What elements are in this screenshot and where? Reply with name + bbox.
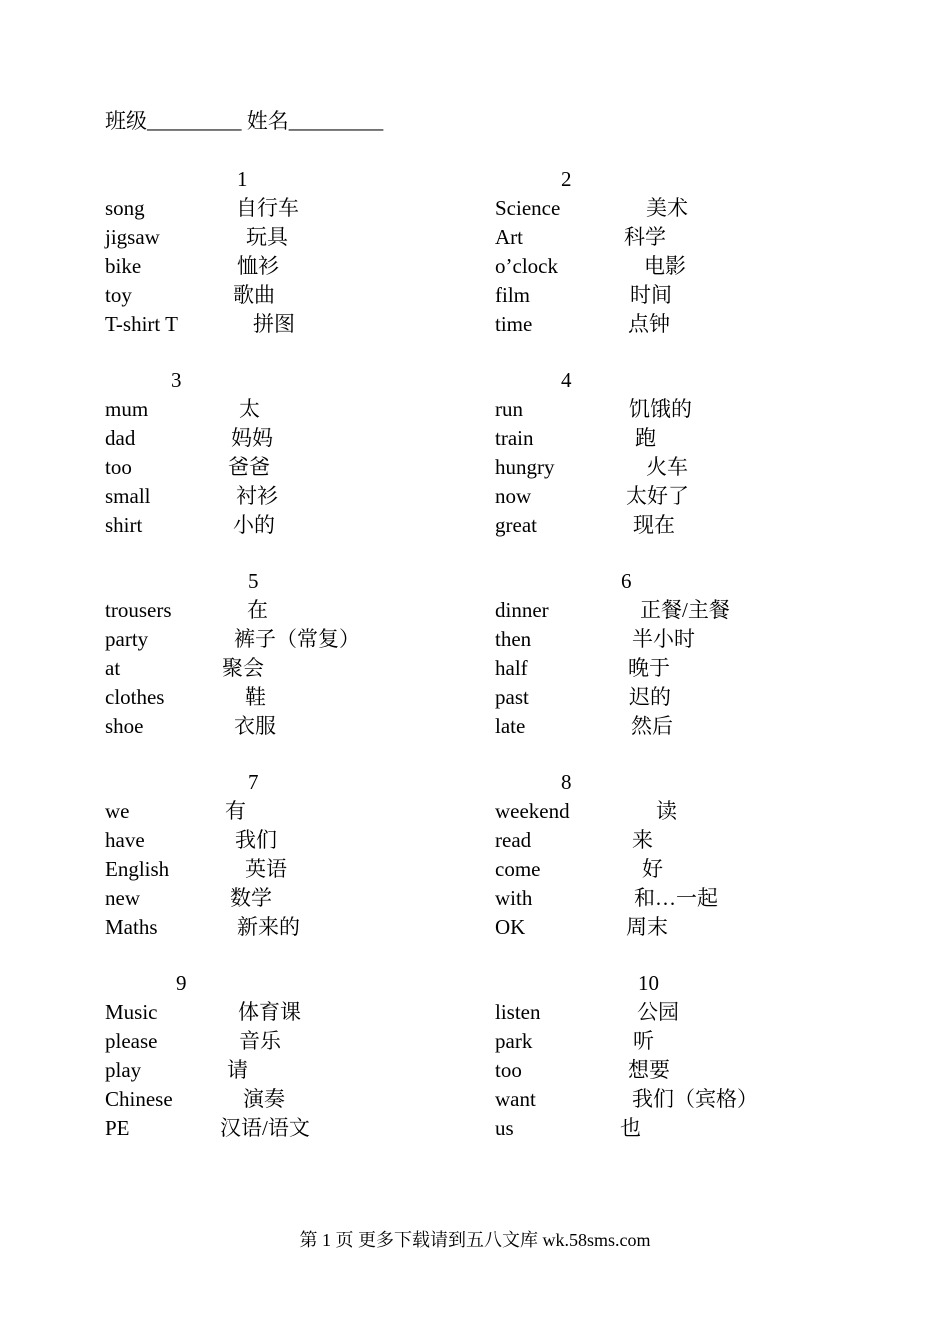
english-word: jigsaw (105, 225, 160, 249)
english-word: PE (105, 1116, 130, 1140)
match-row (495, 884, 935, 913)
english-word: great (495, 513, 537, 537)
english-word: mum (105, 397, 149, 421)
match-row (105, 913, 545, 942)
block-number: 4 (561, 368, 572, 392)
match-row (105, 1056, 545, 1085)
match-row (495, 1114, 935, 1143)
name-blank: _________ (288, 109, 384, 133)
english-word: read (495, 828, 532, 852)
english-word: new (105, 886, 140, 910)
english-word: us (495, 1116, 514, 1140)
english-word: too (105, 455, 132, 479)
english-word: play (105, 1058, 142, 1082)
chinese-meaning: 我们 (235, 828, 277, 852)
english-word: now (495, 484, 532, 508)
english-word: song (105, 196, 145, 220)
match-row (495, 1085, 935, 1114)
english-word: T-shirt T (105, 312, 178, 336)
page-footer: 第 1 页 更多下载请到五八文库 wk.58sms.com (299, 1230, 651, 1250)
english-word: small (105, 484, 151, 508)
match-row (105, 683, 545, 712)
match-row (105, 252, 545, 281)
english-word: trousers (105, 598, 172, 622)
english-word: OK (495, 915, 526, 939)
english-word: shoe (105, 714, 144, 738)
chinese-meaning: 衣服 (234, 714, 276, 738)
match-row (105, 511, 545, 540)
chinese-meaning: 音乐 (239, 1029, 281, 1053)
english-word: dad (105, 426, 136, 450)
chinese-meaning: 衬衫 (236, 484, 278, 508)
block-number: 2 (561, 167, 572, 191)
match-row (105, 453, 545, 482)
match-row (495, 998, 935, 1027)
chinese-meaning: 太好了 (626, 484, 689, 508)
chinese-meaning: 请 (227, 1058, 248, 1082)
chinese-meaning: 半小时 (632, 627, 695, 651)
chinese-meaning: 火车 (646, 455, 688, 479)
chinese-meaning: 有 (225, 799, 246, 823)
chinese-meaning: 太 (239, 397, 260, 421)
english-word: clothes (105, 685, 165, 709)
chinese-meaning: 听 (633, 1029, 654, 1053)
chinese-meaning: 玩具 (246, 225, 288, 249)
match-row (495, 625, 935, 654)
match-row (105, 1027, 545, 1056)
match-row (105, 482, 545, 511)
block-number: 7 (248, 770, 259, 794)
english-word: Science (495, 196, 561, 220)
match-row (495, 482, 935, 511)
chinese-meaning: 演奏 (243, 1087, 285, 1111)
match-row (495, 654, 935, 683)
english-word: dinner (495, 598, 549, 622)
chinese-meaning: 跑 (635, 426, 656, 450)
english-word: film (495, 283, 530, 307)
english-word: run (495, 397, 523, 421)
english-word: shirt (105, 513, 143, 537)
match-row (105, 712, 545, 741)
english-word: Music (105, 1000, 158, 1024)
match-row (495, 826, 935, 855)
match-row (495, 712, 935, 741)
chinese-meaning: 美术 (646, 196, 688, 220)
english-word: party (105, 627, 149, 651)
chinese-meaning: 然后 (631, 714, 673, 738)
english-word: English (105, 857, 170, 881)
class-blank: _________ (147, 109, 242, 133)
match-row (495, 395, 935, 424)
english-word: half (495, 656, 528, 680)
chinese-meaning: 在 (247, 598, 268, 622)
chinese-meaning: 新来的 (237, 915, 300, 939)
english-word: come (495, 857, 541, 881)
chinese-meaning: 晚于 (628, 656, 670, 680)
block-number: 6 (621, 569, 632, 593)
chinese-meaning: 数学 (230, 886, 272, 910)
chinese-meaning: 妈妈 (231, 426, 273, 450)
chinese-meaning: 鞋 (245, 685, 266, 709)
chinese-meaning: 现在 (633, 513, 675, 537)
match-row (105, 596, 545, 625)
match-row (105, 826, 545, 855)
match-row (495, 424, 935, 453)
block-number: 3 (171, 368, 182, 392)
chinese-meaning: 汉语/语文 (220, 1116, 310, 1140)
english-word: have (105, 828, 145, 852)
chinese-meaning: 歌曲 (233, 283, 275, 307)
match-row (105, 424, 545, 453)
english-word: time (495, 312, 533, 336)
english-word: with (495, 886, 533, 910)
match-row (495, 252, 935, 281)
chinese-meaning: 拼图 (253, 312, 295, 336)
match-row (495, 223, 935, 252)
chinese-meaning: 和…一起 (634, 886, 718, 910)
chinese-meaning: 也 (620, 1116, 641, 1140)
match-row (495, 913, 935, 942)
match-row (105, 884, 545, 913)
chinese-meaning: 英语 (245, 857, 287, 881)
chinese-meaning: 迟的 (629, 685, 671, 709)
match-row (495, 683, 935, 712)
match-row (105, 223, 545, 252)
english-word: too (495, 1058, 522, 1082)
chinese-meaning: 裤子（常复） (234, 627, 360, 651)
english-word: want (495, 1087, 536, 1111)
name-label: 姓名 (246, 109, 289, 133)
match-row (105, 797, 545, 826)
class-label: 班级 (105, 109, 147, 133)
match-row (105, 395, 545, 424)
chinese-meaning: 电影 (644, 254, 686, 278)
block-number: 8 (561, 770, 572, 794)
match-row (495, 194, 935, 223)
match-row (105, 1114, 545, 1143)
block-number: 9 (176, 971, 187, 995)
english-word: park (495, 1029, 533, 1053)
chinese-meaning: 想要 (628, 1058, 670, 1082)
english-word: past (495, 685, 529, 709)
english-word: we (105, 799, 130, 823)
english-word: weekend (495, 799, 570, 823)
chinese-meaning: 自行车 (236, 196, 299, 220)
chinese-meaning: 聚会 (222, 656, 264, 680)
chinese-meaning: 时间 (630, 283, 672, 307)
block-number: 5 (248, 569, 259, 593)
chinese-meaning: 体育课 (238, 1000, 301, 1024)
chinese-meaning: 来 (632, 828, 653, 852)
match-row (495, 797, 935, 826)
english-word: late (495, 714, 526, 738)
english-word: Art (495, 225, 523, 249)
english-word: Maths (105, 915, 158, 939)
chinese-meaning: 饥饿的 (629, 397, 692, 421)
match-row (105, 310, 545, 339)
english-word: train (495, 426, 534, 450)
chinese-meaning: 恤衫 (237, 254, 279, 278)
english-word: please (105, 1029, 158, 1053)
chinese-meaning: 周末 (626, 915, 668, 939)
block-number: 10 (638, 971, 659, 995)
match-row (495, 1027, 935, 1056)
chinese-meaning: 读 (656, 799, 677, 823)
english-word: o’clock (495, 254, 558, 278)
english-word: toy (105, 283, 132, 307)
match-row (105, 281, 545, 310)
match-row (105, 1085, 545, 1114)
match-row (105, 194, 545, 223)
chinese-meaning: 我们（宾格） (632, 1087, 758, 1111)
chinese-meaning: 公园 (637, 1000, 679, 1024)
match-row (495, 310, 935, 339)
match-row (495, 511, 935, 540)
english-word: hungry (495, 455, 555, 479)
english-word: Chinese (105, 1087, 173, 1111)
match-row (495, 281, 935, 310)
english-word: at (105, 656, 121, 680)
chinese-meaning: 小的 (233, 513, 275, 537)
match-row (105, 654, 545, 683)
match-row (495, 1056, 935, 1085)
chinese-meaning: 点钟 (628, 312, 670, 336)
match-row (105, 625, 545, 654)
english-word: listen (495, 1000, 541, 1024)
english-word: then (495, 627, 532, 651)
chinese-meaning: 正餐/主餐 (640, 598, 730, 622)
match-row (495, 596, 935, 625)
chinese-meaning: 科学 (624, 225, 666, 249)
header-line (105, 106, 383, 136)
match-row (495, 855, 935, 884)
english-word: bike (105, 254, 142, 278)
chinese-meaning: 好 (642, 857, 663, 881)
chinese-meaning: 爸爸 (228, 455, 270, 479)
block-number: 1 (237, 167, 248, 191)
match-row (105, 855, 545, 884)
match-row (495, 453, 935, 482)
match-row (105, 998, 545, 1027)
